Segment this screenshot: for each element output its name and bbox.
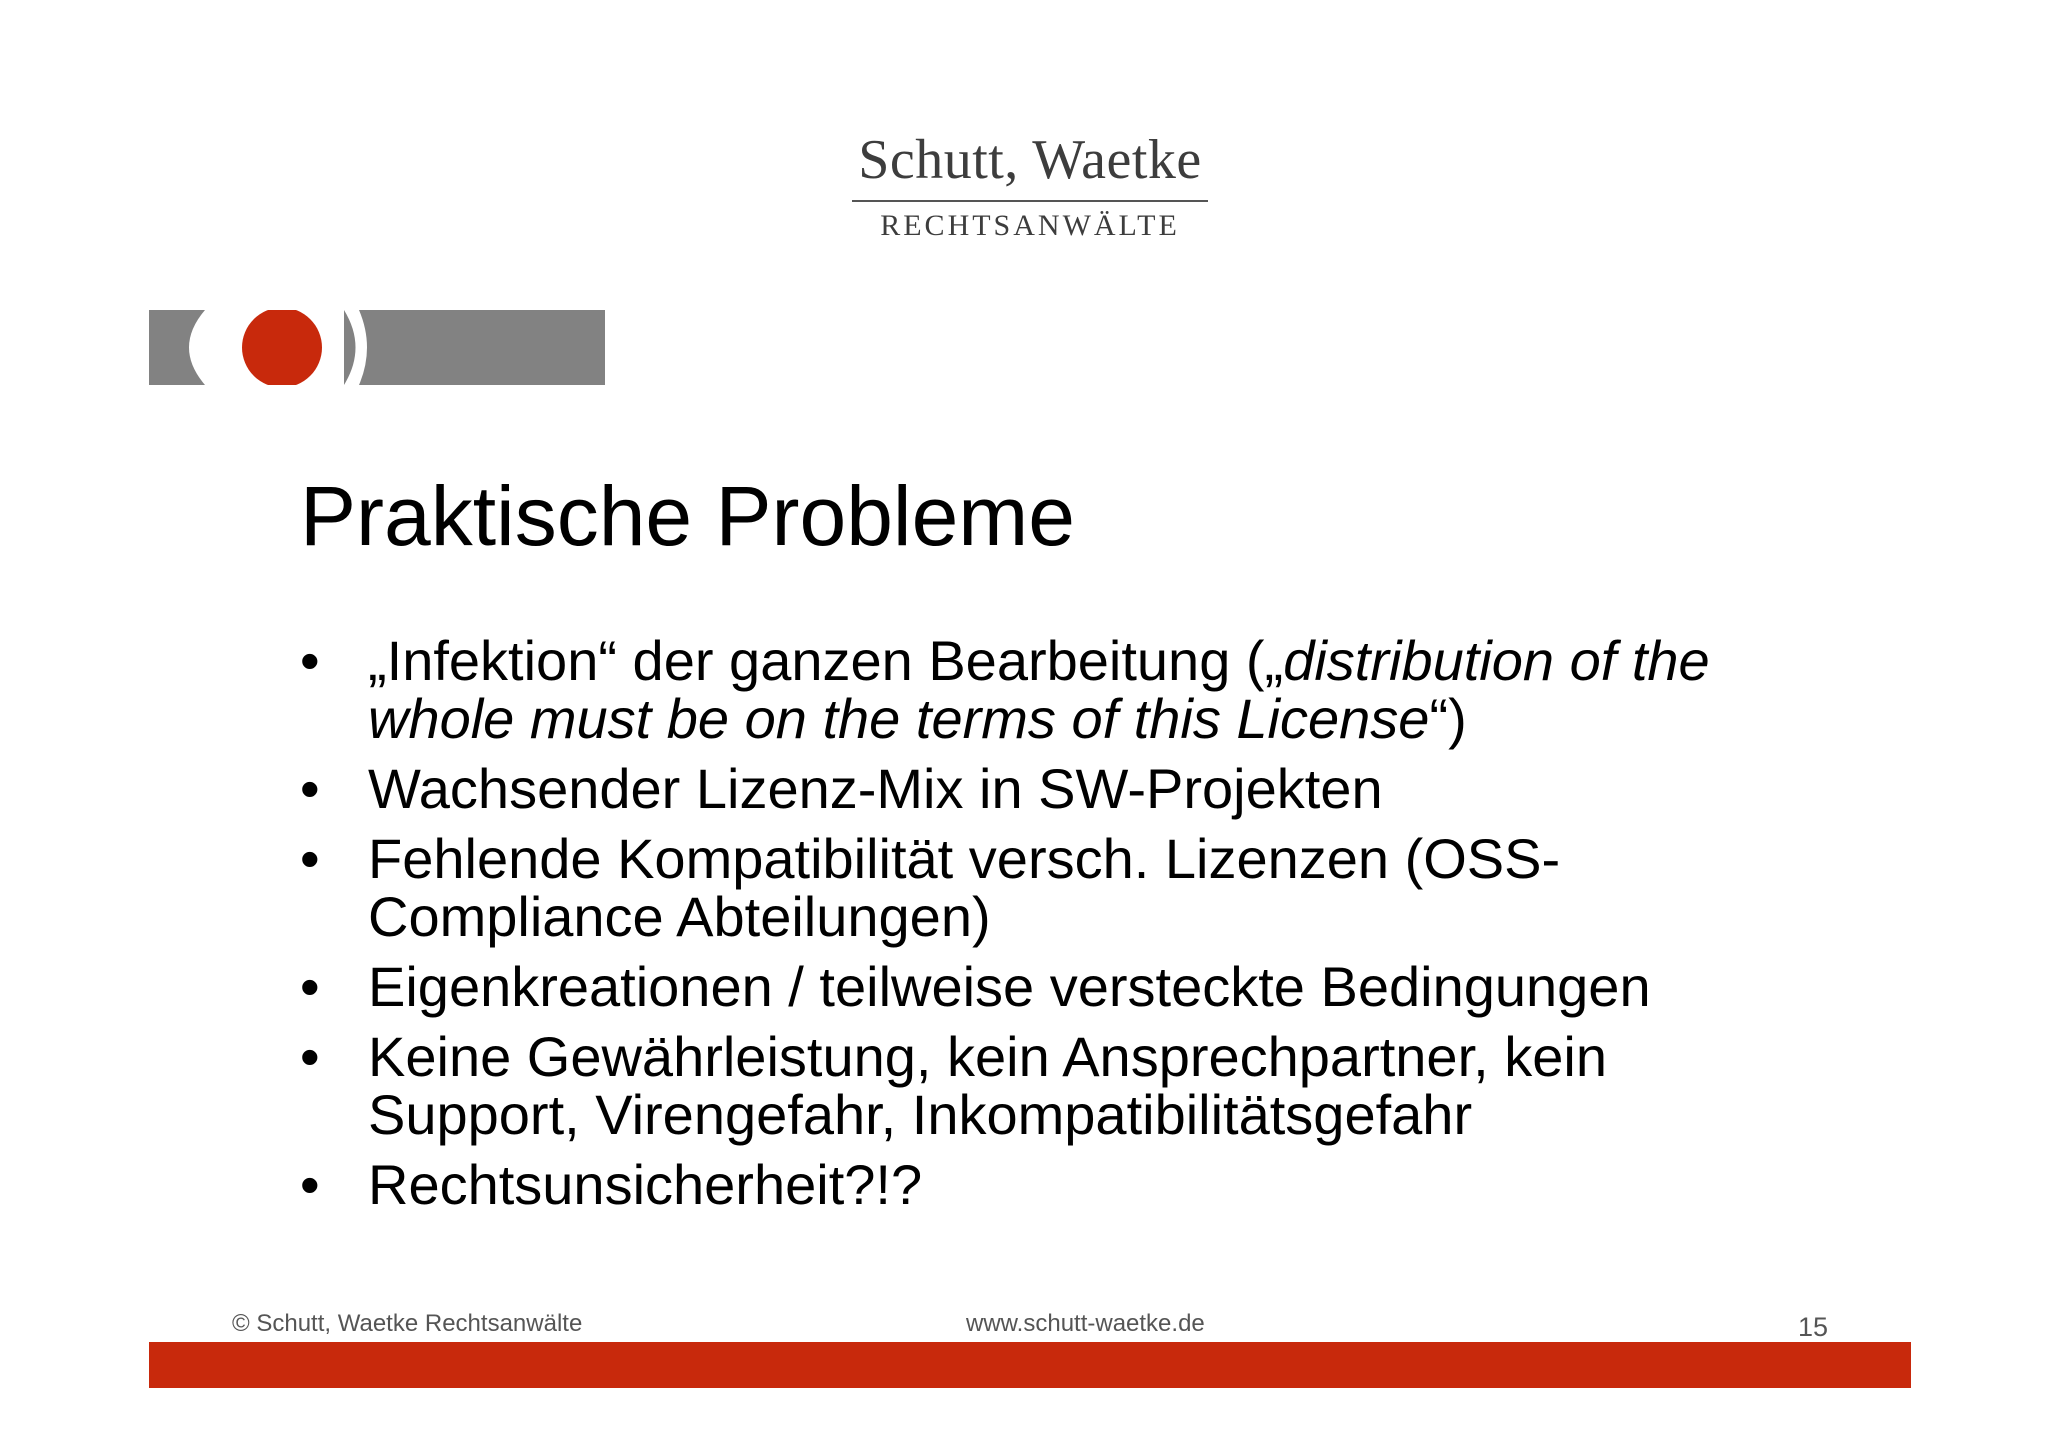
footer-website: www.schutt-waetke.de	[966, 1310, 1205, 1337]
bullet-item	[300, 629, 1760, 750]
logo-name: Schutt, Waetke	[858, 129, 1202, 191]
bullet-icon: •	[300, 629, 320, 692]
bullet-text: Fehlende Kompatibilität versch. Lizenzen (OSS-Compliance Abteilungen)	[368, 827, 1561, 948]
logo-subtitle: RECHTSANWÄLTE	[880, 209, 1180, 242]
page-number: 15	[1798, 1312, 1829, 1342]
decorative-banner	[149, 310, 605, 385]
bullet-text: „Infektion“ der ganzen Bearbeitung („	[368, 629, 1284, 692]
bullet-icon: •	[300, 757, 320, 820]
slide-title: Praktische Probleme	[300, 469, 1075, 563]
bullet-text: Eigenkreationen / teilweise versteckte Bedingungen	[368, 955, 1651, 1018]
footer-bar	[149, 1342, 1911, 1388]
logo-divider	[852, 200, 1208, 202]
bullet-text: Keine Gewährleistung, kein Ansprechpartner, kein Support, Virengefahr, Inkompatibilitätsgefahr	[368, 1025, 1607, 1146]
bullet-quote: distribution of the whole must be on the terms of this License	[368, 629, 1710, 750]
bullet-icon: •	[300, 1153, 320, 1216]
bullet-item	[300, 1025, 1760, 1146]
bullet-text: Rechtsunsicherheit?!?	[368, 1153, 923, 1216]
bullet-item	[300, 955, 1760, 1018]
bullet-icon: •	[300, 955, 320, 1018]
bullet-icon: •	[300, 827, 320, 890]
footer-copyright: © Schutt, Waetke Rechtsanwälte	[232, 1310, 583, 1337]
red-circle-icon	[242, 310, 322, 385]
bullet-text: Wachsender Lizenz-Mix in SW-Projekten	[368, 757, 1383, 820]
bullet-icon: •	[300, 1025, 320, 1088]
firm-logo	[840, 128, 1220, 246]
bullet-item	[300, 827, 1760, 948]
bullet-item	[300, 1153, 1760, 1216]
bullet-text-end: “)	[1429, 687, 1467, 750]
banner-right-bar	[344, 310, 605, 385]
bullet-list	[300, 629, 1760, 1226]
bullet-item	[300, 757, 1760, 820]
